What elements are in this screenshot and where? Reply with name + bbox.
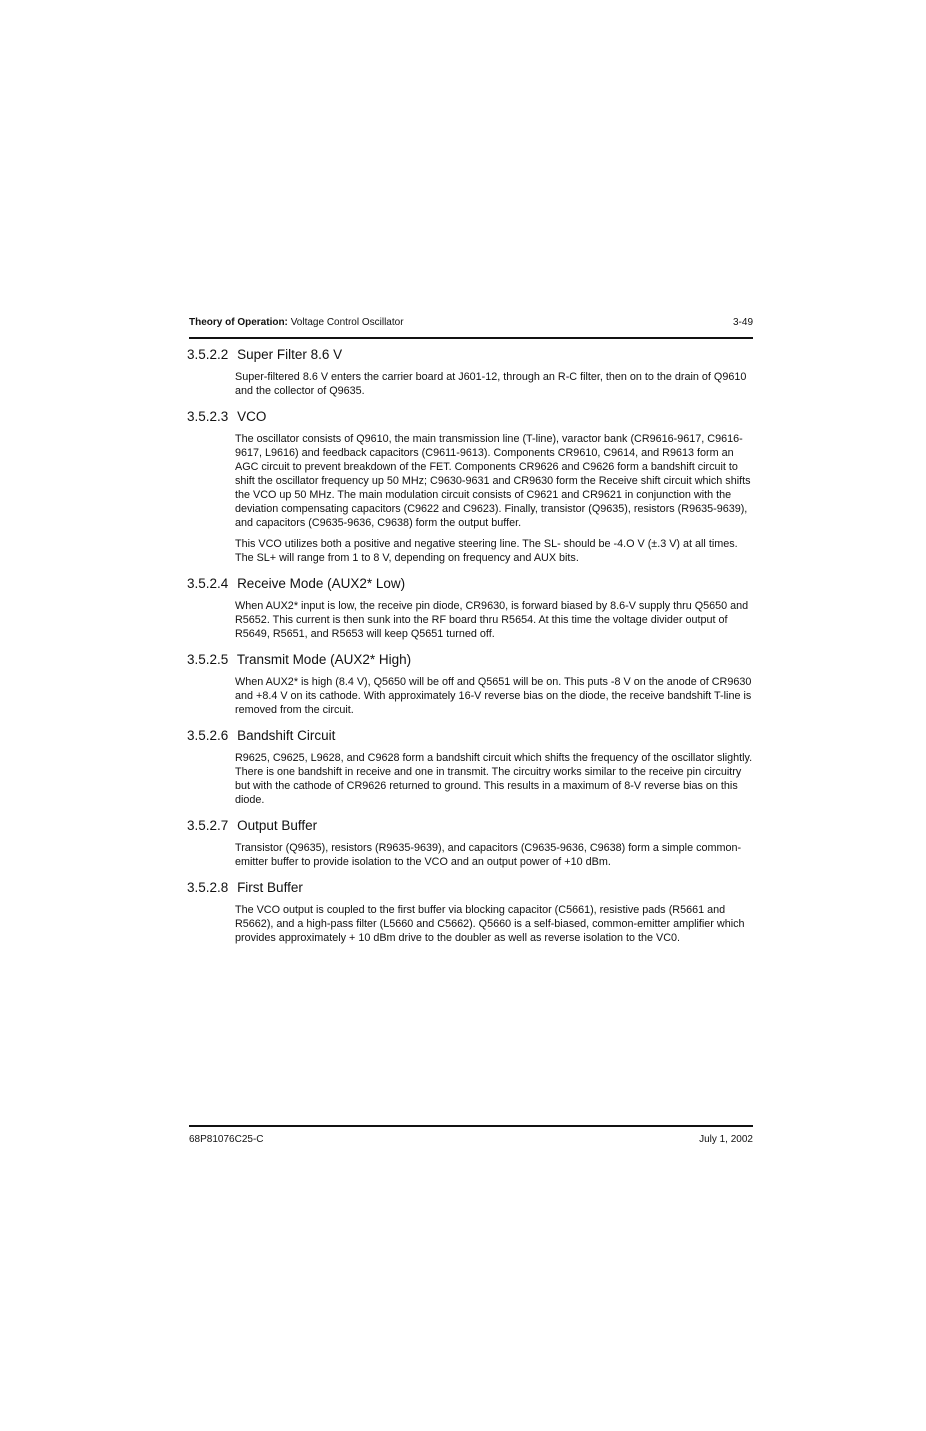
section-body <box>235 841 753 869</box>
section-number: 3.5.2.3 <box>187 409 229 424</box>
section-title: Transmit Mode (AUX2* High) <box>236 652 412 667</box>
section-title: Bandshift Circuit <box>237 728 336 743</box>
section-heading <box>187 346 753 364</box>
paragraph: Super-filtered 8.6 V enters the carrier board at J601-12, through an R-C filter, then on to the drain of Q9610 and the collector of Q9635. <box>235 371 747 397</box>
section-title: Output Buffer <box>237 818 318 833</box>
section-number: 3.5.2.5 <box>187 652 229 667</box>
section-bandshift-circuit <box>187 727 753 807</box>
section-title: Super Filter 8.6 V <box>237 347 343 362</box>
header-section-label: Theory of Operation: <box>189 317 288 328</box>
footer-date: July 1, 2002 <box>699 1134 753 1145</box>
section-number: 3.5.2.4 <box>187 576 229 591</box>
section-receive-mode <box>187 575 753 641</box>
section-heading <box>187 817 753 835</box>
paragraph: This VCO utilizes both a positive and negative steering line. The SL- should be -4.O V (±.3 V) at all times. The SL+ will range from 1 to 8 V, depending on frequency and AUX bits. <box>235 538 738 564</box>
section-heading <box>187 575 753 593</box>
section-title: First Buffer <box>237 880 303 895</box>
page-footer <box>189 1125 753 1145</box>
section-body <box>235 751 753 807</box>
header-section-title: Voltage Control Oscillator <box>290 317 404 328</box>
header-title <box>189 317 404 328</box>
section-heading <box>187 727 753 745</box>
section-number: 3.5.2.2 <box>187 347 229 362</box>
section-heading <box>187 408 753 426</box>
section-body <box>235 599 753 641</box>
section-title: Receive Mode (AUX2* Low) <box>237 576 406 591</box>
section-heading <box>187 651 753 669</box>
section-number: 3.5.2.7 <box>187 818 229 833</box>
page-header <box>189 315 753 339</box>
section-body <box>235 675 753 717</box>
section-body <box>235 370 753 398</box>
paragraph: The VCO output is coupled to the first buffer via blocking capacitor (C5661), resistive pads (R5661 and R5662), and a high-pass filter (L5660 and C5662). Q5660 is a self-biased, common-emitter amplifier which provides approximately + 10 dBm drive to the doubler as well as reverse isolation to the VC0. <box>235 904 745 944</box>
paragraph: When AUX2* input is low, the receive pin diode, CR9630, is forward biased by 8.6-V supply thru Q5650 and R5652. This current is then sunk into the RF board thru R5654. At this time the voltage divider output of R5649, R5651, and R5653 will keep Q5651 turned off. <box>235 600 749 640</box>
section-number: 3.5.2.8 <box>187 880 229 895</box>
footer-doc-number: 68P81076C25-C <box>189 1134 264 1145</box>
section-vco <box>187 408 753 565</box>
section-title: VCO <box>237 409 267 424</box>
section-heading <box>187 879 753 897</box>
paragraph: The oscillator consists of Q9610, the main transmission line (T-line), varactor bank (CR9616-9617, C9616-9617, L9616) and feedback capacitors (C9611-9613). Components CR9610, C9614, and R9613 form an AGC circuit to prevent breakdown of the FET. Components CR9626 and C9626 form a bandshift circuit to shift the oscillator frequency up 50 MHz; C9630-9631 and CR9630 form the Receive shift circuit which shifts the VCO up 50 MHz. The main modulation circuit consists of C9621 and CR9621 in conjunction with the deviation compensating capacitors (C9622 and C9623). Finally, transistor (Q9635), resistors (R9635-9639), and capacitors (C9635-9636, C9638) form the output buffer. <box>235 433 751 529</box>
header-page-number: 3-49 <box>732 317 753 328</box>
paragraph: R9625, C9625, L9628, and C9628 form a bandshift circuit which shifts the frequency of the oscillator slightly. There is one bandshift in receive and one in transmit. The circuitry works similar to the receive pin circuitry but with the cathode of CR9626 returned to ground. This results in a maximum of 8-V reverse bias on this diode. <box>235 752 753 806</box>
section-body <box>235 432 753 565</box>
paragraph: Transistor (Q9635), resistors (R9635-9639), and capacitors (C9635-9636, C9638) form a simple common-emitter buffer to provide isolation to the VCO and an output power of +10 dBm. <box>235 842 742 868</box>
section-super-filter <box>187 346 753 398</box>
section-first-buffer <box>187 879 753 945</box>
section-body <box>235 903 753 945</box>
section-output-buffer <box>187 817 753 869</box>
section-number: 3.5.2.6 <box>187 728 229 743</box>
section-transmit-mode <box>187 651 753 717</box>
main-content <box>187 346 753 955</box>
paragraph: When AUX2* is high (8.4 V), Q5650 will be off and Q5651 will be on. This puts -8 V on the anode of CR9630 and +8.4 V on its cathode. With approximately 16-V reverse bias on the diode, the receive bandshift T-line is removed from the circuit. <box>235 676 752 716</box>
